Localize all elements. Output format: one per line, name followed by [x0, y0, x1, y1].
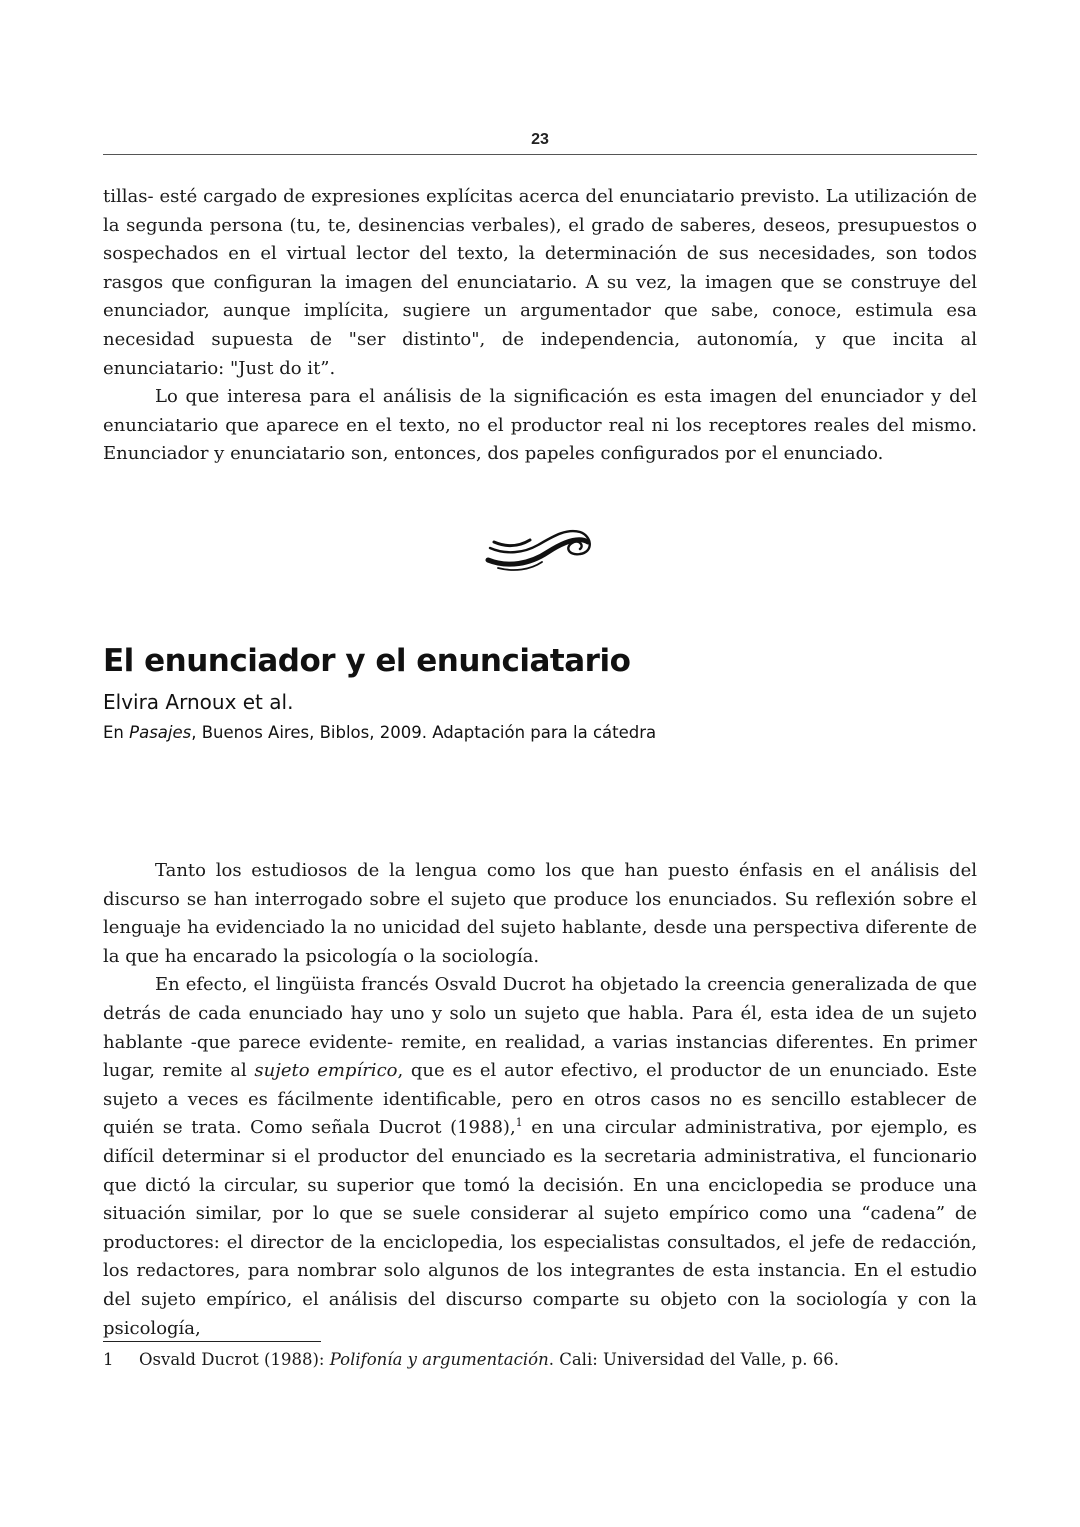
page-number: 23: [531, 131, 549, 148]
section-title: El enunciador y el enunciatario: [103, 643, 631, 679]
intro-text-block: [103, 183, 977, 469]
footnote-text: Osvald Ducrot (1988):: [139, 1350, 330, 1369]
paragraph: [103, 971, 977, 1343]
paragraph: Lo que interesa para el análisis de la significación es esta imagen del enunciador y del enunciatario que aparece en el texto, no el productor real ni los receptores reales del mismo. Enunciador y enunciatario son, entonces, dos papeles configurados por el enunciado.: [103, 386, 977, 465]
paragraph-text: , que es el autor efectivo, el productor de un enunciado. Este sujeto a veces es fácilmente identificable, pero en otros casos no es sencillo establecer de quién se trata. Como señala Ducrot (1988),: [103, 1060, 978, 1139]
main-text-block: [103, 857, 977, 1343]
footnote-book-title: Polifonía y argumentación: [329, 1350, 549, 1369]
footnote-reference[interactable]: 1: [515, 1116, 523, 1130]
footnote-rule: [103, 1341, 321, 1342]
footnote-text: . Cali: Universidad del Valle, p. 66.: [548, 1350, 839, 1369]
section-source: [103, 723, 656, 742]
footnote: [103, 1348, 977, 1372]
footnote-number: 1: [103, 1350, 114, 1369]
paragraph-text: en una circular administrativa, por ejemplo, es difícil determinar si el productor del enunciado es la secretaria administrativa, el funcionario que dictó la circular, su superior que tomó la decisión. En una enciclopedia se produce una situación similar, por lo que se suele considerar al sujeto empírico como una “cadena” de productores: el director de la enciclopedia, los especialistas consultados, el jefe de redacción, los redactores, para nombrar solo algunos de los integrantes de esta instancia. En el estudio del sujeto empírico, el análisis del discurso comparte su objeto con la sociología y con la psicología,: [103, 1117, 977, 1339]
paragraph-continuation: tillas- esté cargado de expresiones explícitas acerca del enunciatario previsto. La utilización de la segunda persona (tu, te, desinencias verbales), el grado de saberes, deseos, presupuestos o sospechados en el virtual lector del texto, la determinación de sus necesidades, son todos rasgos que configuran la imagen del enunciatario. A su vez, la imagen que se construye del enunciador, aunque implícita, sugiere un argumentador que sabe, conoce, estimula esa necesidad supuesta de "ser distinto", de independencia, autonomía, y que incita al enunciatario: "Just do it”.: [103, 186, 977, 379]
paragraph-text: En efecto, el lingüista francés Osvald Ducrot ha objetado la creencia generalizada de que detrás de cada enunciado hay uno y solo un sujeto que habla. Para él, esta idea de un sujeto hablante -que parece evidente- remite, en realidad, a varias instancias diferentes. En primer lugar, remite al: [103, 974, 977, 1082]
emphasis-term: sujeto empírico: [254, 1060, 398, 1082]
section-author: Elvira Arnoux et al.: [103, 690, 294, 714]
source-title: Pasajes: [129, 723, 192, 742]
flourish-ornament-icon: [484, 522, 596, 574]
source-details: , Buenos Aires, Biblos, 2009. Adaptación para la cátedra: [191, 723, 657, 742]
source-prefix: En: [103, 723, 130, 742]
header-rule: [103, 154, 977, 155]
paragraph: Tanto los estudiosos de la lengua como los que han puesto énfasis en el análisis del discurso se han interrogado sobre el sujeto que produce los enunciados. Su reflexión sobre el lenguaje ha evidenciado la no unicidad del sujeto hablante, desde una perspectiva diferente de la que ha encarado la psicología o la sociología.: [103, 860, 977, 967]
